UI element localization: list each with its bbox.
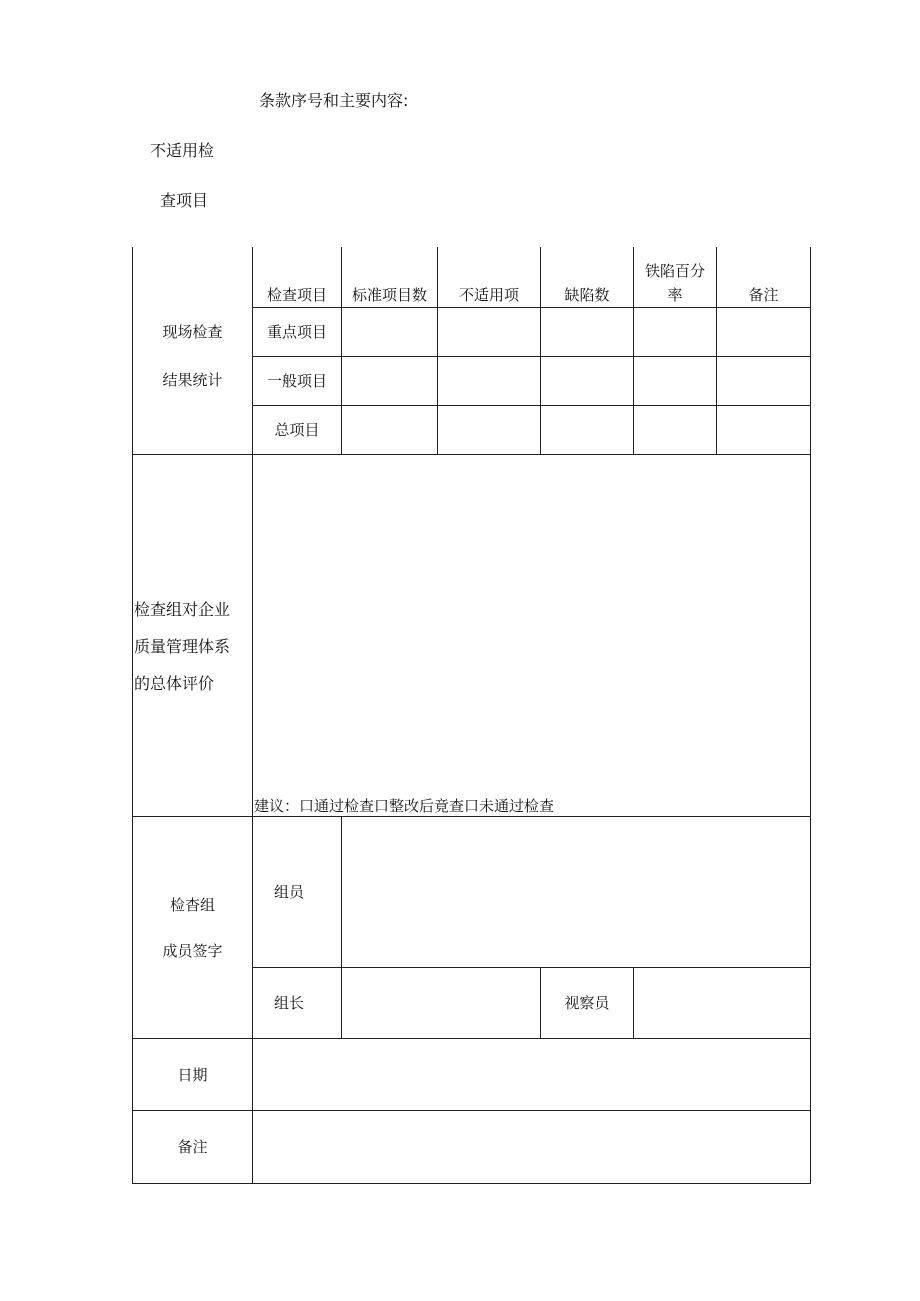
date-field[interactable] (253, 1039, 810, 1110)
remarks-field[interactable] (253, 1111, 810, 1183)
grid-line (540, 247, 541, 454)
remarks-label: 备注 (177, 1138, 208, 1156)
not-applicable-label-line1: 不适用检 (150, 141, 215, 160)
evaluation-label-line: 检查组对企业 (134, 600, 231, 619)
results-label-line: 结果统计 (162, 371, 223, 389)
clause-title: 条款序号和主要内容: (259, 91, 409, 110)
signatures-label-line: 检杳组 (169, 895, 215, 914)
leader-label: 组长 (273, 994, 304, 1012)
column-header-defect-count: 缺陷数 (564, 286, 610, 304)
column-header-not-applicable: 不适用项 (458, 286, 519, 304)
evaluation-label-line: 质量管理体系 (134, 637, 231, 656)
evaluation-label-line: 的总体评价 (134, 674, 215, 693)
results-label-line: 现场检查 (162, 323, 223, 341)
members-signature-field[interactable] (342, 817, 810, 967)
column-header-remarks: 备注 (748, 286, 779, 304)
grid-line (132, 1183, 811, 1184)
evaluation-suggestion: 建议：口通过检查口整改后竟查口未通过检查 (254, 797, 555, 815)
grid-line (716, 247, 717, 454)
row-label-key-items: 重点项目 (266, 323, 327, 341)
grid-line (132, 454, 811, 455)
results-section-label (133, 308, 252, 404)
column-header-defect-percentage: 铁陷百分率 (644, 262, 705, 304)
column-header-standard-count: 标准项目数 (351, 286, 427, 304)
signatures-label-line: 成员签字 (162, 941, 223, 960)
not-applicable-label-line2: 查项目 (160, 191, 209, 210)
grid-line (437, 247, 438, 454)
row-label-general-items: 一般项目 (266, 372, 327, 390)
evaluation-section-label (134, 591, 230, 702)
row-label-total-items: 总项目 (274, 421, 320, 439)
signatures-section-label (133, 817, 252, 1038)
column-header-check-item: 检查项目 (266, 286, 327, 304)
date-label: 日期 (177, 1065, 208, 1084)
leader-signature-field[interactable] (342, 968, 540, 1038)
observer-label: 视察员 (564, 994, 610, 1012)
observer-signature-field[interactable] (634, 968, 810, 1038)
members-label: 组员 (273, 883, 304, 901)
grid-line (341, 247, 342, 454)
grid-line (810, 247, 811, 1184)
